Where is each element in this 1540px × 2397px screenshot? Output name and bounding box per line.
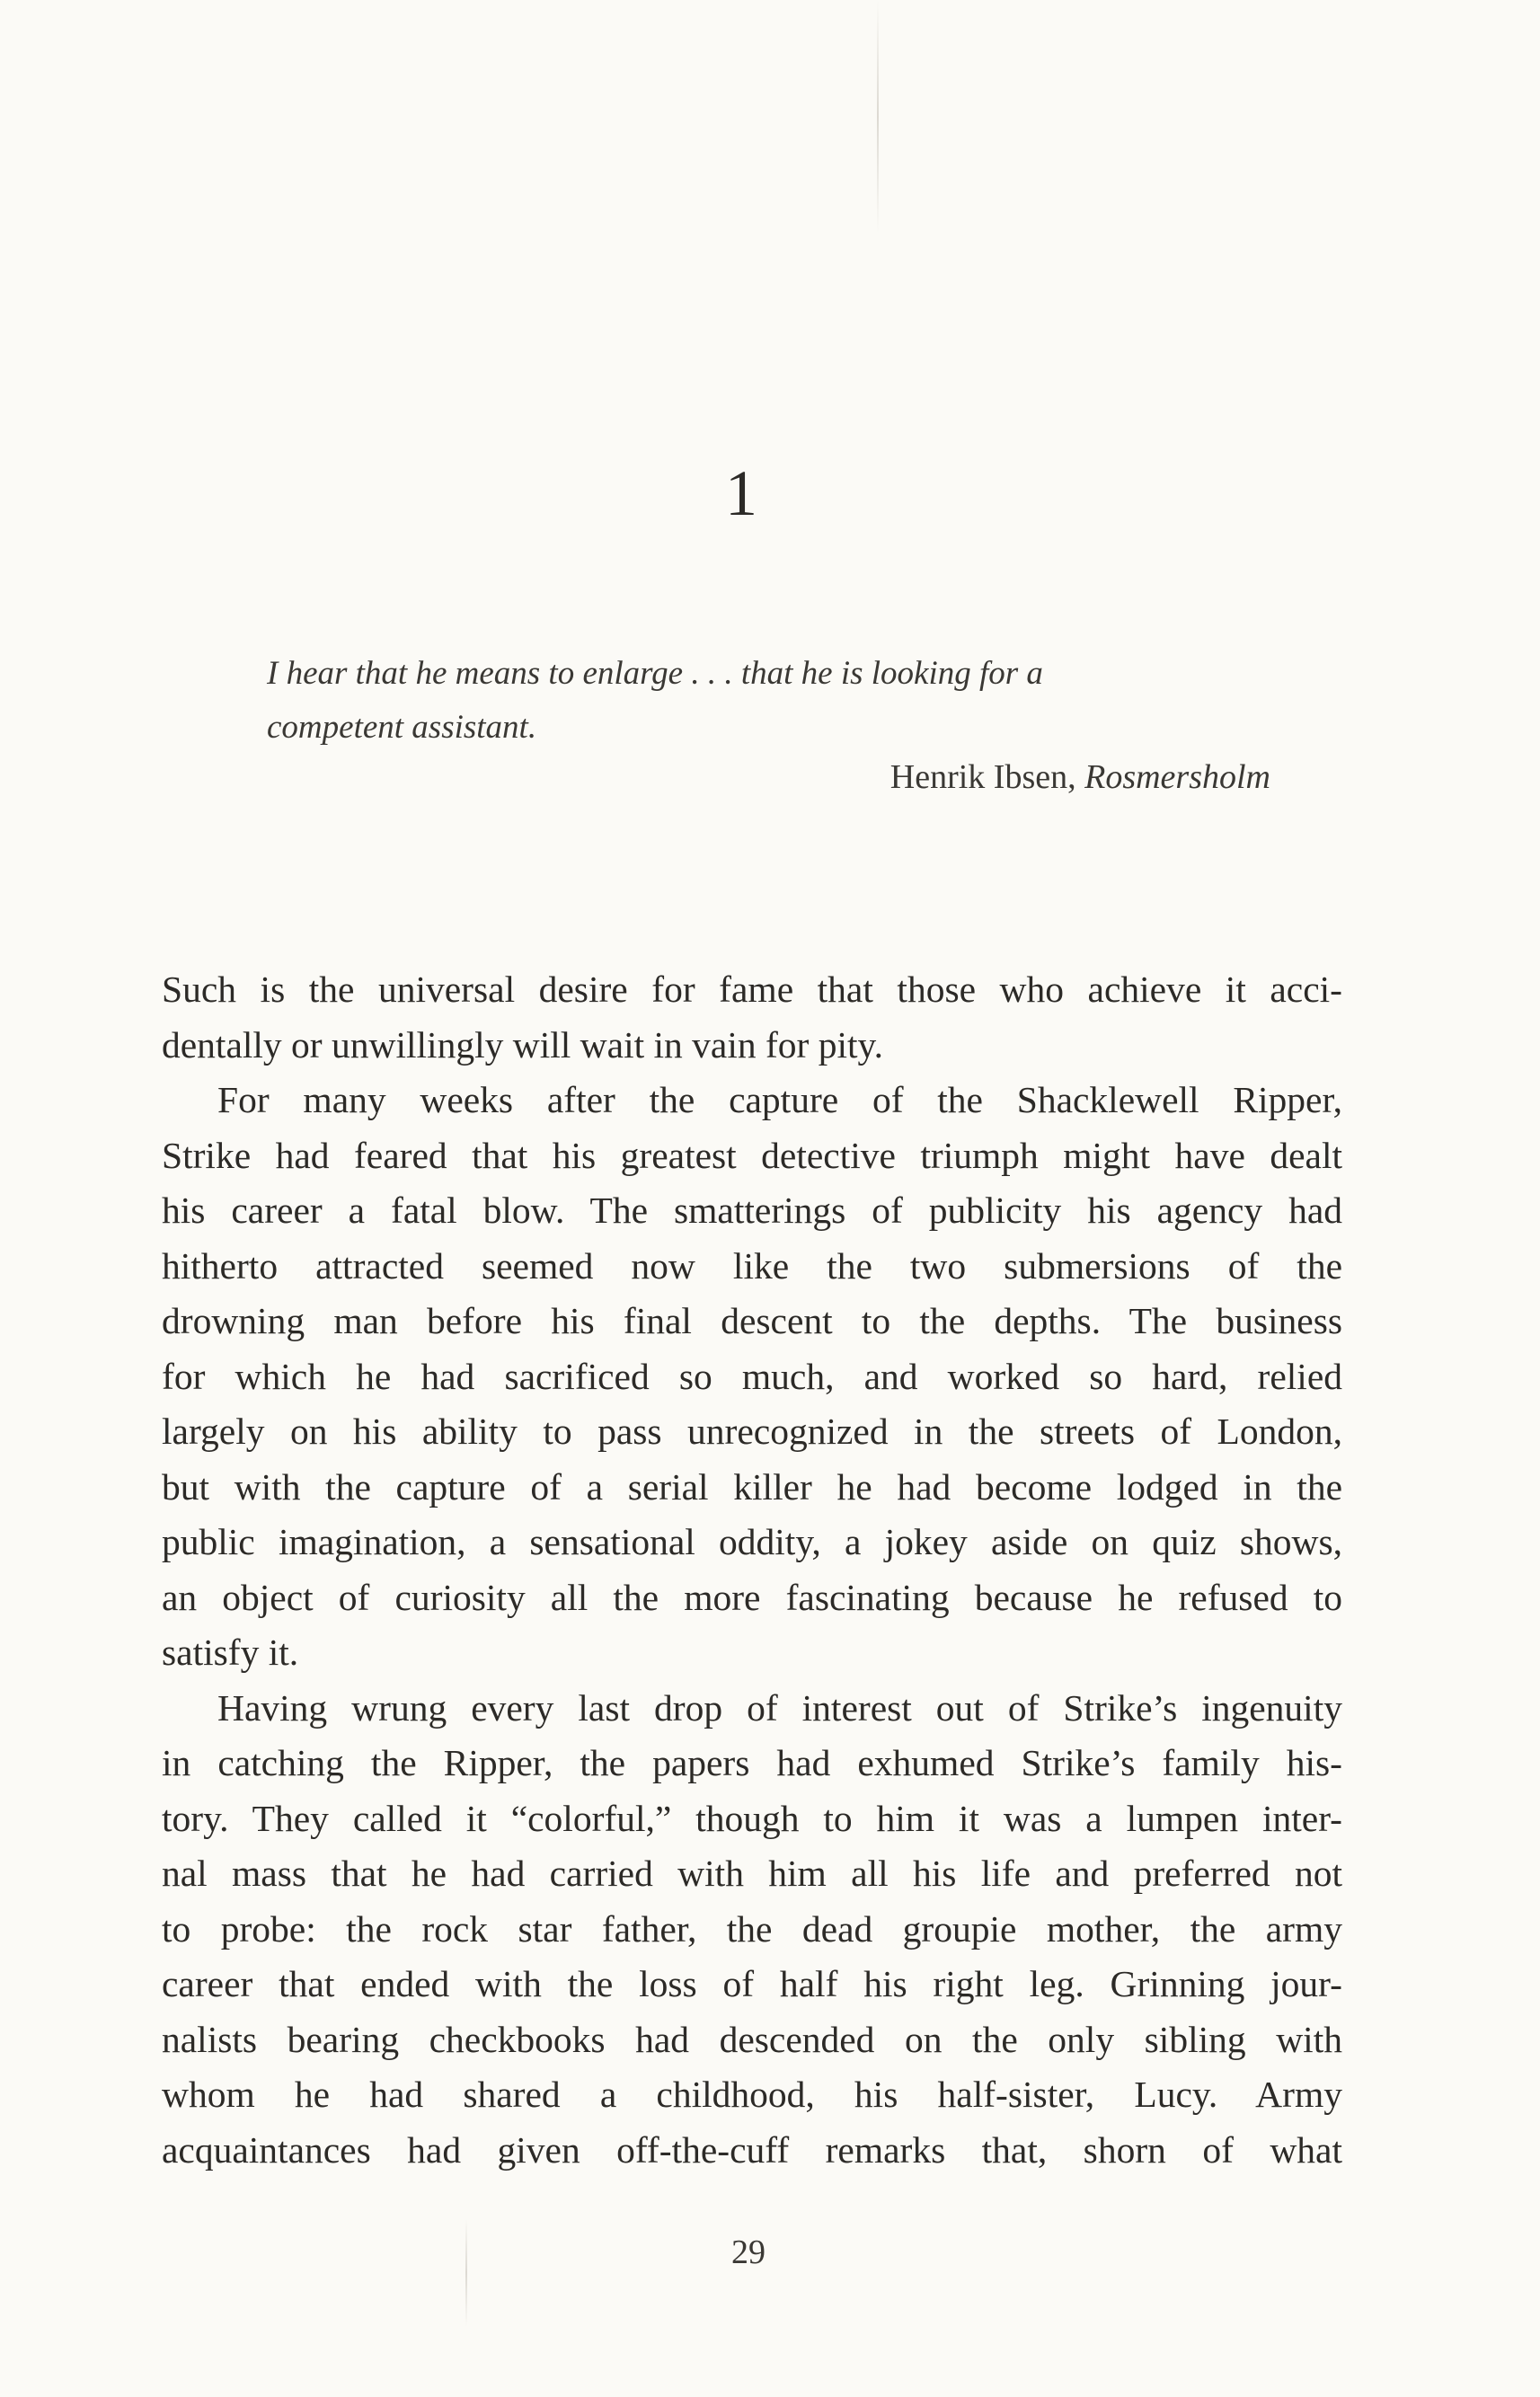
scan-artifact — [877, 0, 879, 234]
text-line: but with the capture of a serial killer he had become lodged in the — [162, 1465, 1342, 1508]
page-number: 29 — [731, 2233, 766, 2271]
epigraph-line: competent assistant. — [267, 709, 537, 746]
epigraph — [267, 647, 1282, 755]
paragraph — [162, 1681, 1342, 2179]
text-line: public imagination, a sensational oddity, a jokey aside on quiz shows, — [162, 1521, 1342, 1562]
paragraph — [162, 1073, 1342, 1681]
text-line: in catching the Ripper, the papers had exhumed Strike’s family his- — [162, 1742, 1342, 1783]
text-line: Strike had feared that his greatest detective triumph might have dealt — [162, 1134, 1342, 1176]
text-line: dentally or unwillingly will wait in vain for pity. — [162, 1023, 883, 1066]
text-line: drowning man before his final descent to the depths. The business — [162, 1300, 1342, 1341]
text-line: Having wrung every last drop of interest out of Strike’s ingenuity — [217, 1686, 1342, 1729]
paragraph — [162, 962, 1342, 1073]
text-line: tory. They called it “colorful,” though to him it was a lumpen inter- — [162, 1797, 1342, 1839]
text-line: to probe: the rock star father, the dead groupie mother, the army — [162, 1907, 1342, 1950]
text-line: his career a fatal blow. The smatterings of publicity his agency had — [162, 1190, 1342, 1231]
epigraph-line: I hear that he means to enlarge . . . that he is looking for a — [267, 655, 1043, 692]
epigraph-attribution — [890, 755, 1270, 800]
text-line: career that ended with the loss of half his right leg. Grinning jour- — [162, 1963, 1342, 2004]
text-line: nal mass that he had carried with him all his life and preferred not — [162, 1853, 1342, 1894]
epigraph-work-title: Rosmersholm — [1084, 758, 1270, 796]
text-line: acquaintances had given off-the-cuff remarks that, shorn of what — [162, 2128, 1342, 2171]
text-line: an object of curiosity all the more fascinating because he refused to — [162, 1576, 1342, 1618]
text-line: hitherto attracted seemed now like the two submersions of the — [162, 1244, 1342, 1287]
text-line: Such is the universal desire for fame that those who achieve it acci- — [162, 969, 1342, 1010]
text-line: satisfy it. — [162, 1632, 299, 1673]
text-line: whom he had shared a childhood, his half-sister, Lucy. Army — [162, 2074, 1342, 2115]
text-line: For many weeks after the capture of the Shacklewell Ripper, — [217, 1079, 1342, 1120]
chapter-number: 1 — [725, 457, 759, 529]
text-line: for which he had sacrificed so much, and worked so hard, relied — [162, 1355, 1342, 1397]
epigraph-author: Henrik Ibsen, — [889, 758, 1076, 796]
text-line: largely on his ability to pass unrecognized in the streets of London, — [162, 1411, 1342, 1452]
body-text — [162, 962, 1342, 2178]
text-line: nalists bearing checkbooks had descended on the only sibling with — [162, 2018, 1342, 2060]
